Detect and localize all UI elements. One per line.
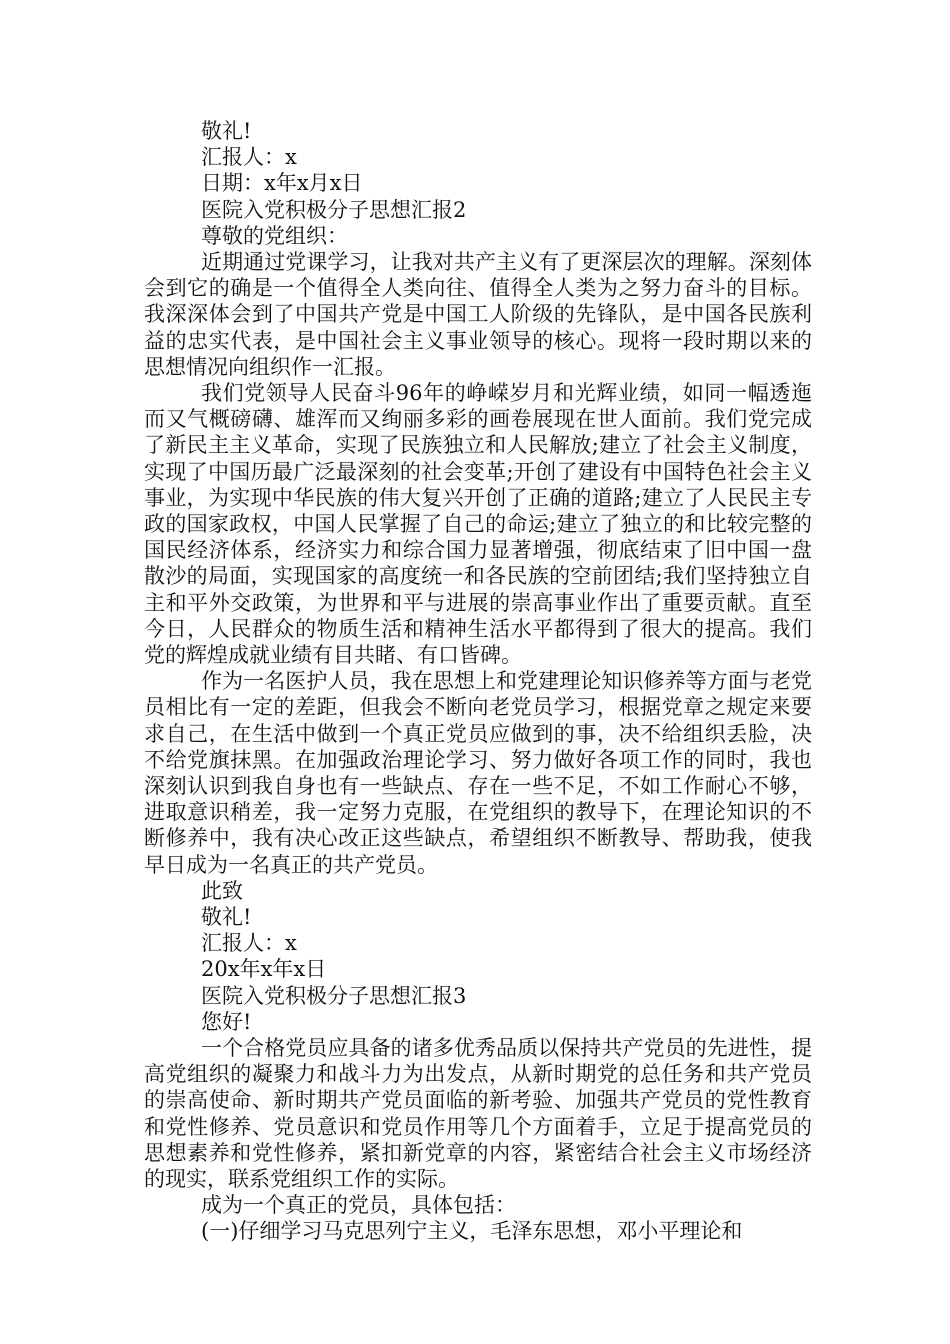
report-2-title: 医院入党积极分子思想汇报2	[201, 197, 467, 222]
report-3-title: 医院入党积极分子思想汇报3	[201, 983, 467, 1008]
report-2-paragraph: 作为一名医护人员，我在思想上和党建理论知识修养等方面与老党员相比有一定的差距，但我会不断向老党员学习，根据党章之规定来要求自己，在生活中做到一个真正党员应做到的事，决不给组织丢脸，决不给党旗抹黑。在加强政治理论学习、努力做好各项工作的同时，我也深刻认识到我自身也有一些缺点、存在一些不足，不如工作耐心不够，进取意识稍差，我一定努力克服，在党组织的教导下，在理论知识的不断修养中，我有决心改正这些缺点，希望组织不断教导、帮助我，使我早日成为一名真正的共产党员。	[144, 669, 812, 877]
closing-salute: 敬礼!	[201, 119, 252, 143]
report-2-date: 20x年x年x日	[201, 957, 327, 982]
date-line: 日期：x年x月x日	[201, 171, 363, 196]
report-2-salutation: 尊敬的党组织：	[201, 223, 348, 248]
report-2-paragraph: 近期通过党课学习，让我对共产主义有了更深层次的理解。深刻体会到它的确是一个值得全人类向往、值得全人类为之努力奋斗的目标。我深深体会到了中国共产党是中国工人阶级的先锋队，是中国各民族利益的忠实代表，是中国社会主义事业领导的核心。现将一段时期以来的思想情况向组织作一汇报。	[144, 249, 812, 379]
report-2-closing-2: 敬礼!	[201, 905, 252, 929]
report-3-paragraph: 成为一个真正的党员，具体包括：	[201, 1193, 516, 1218]
report-3-salutation: 您好!	[201, 1009, 252, 1034]
report-3-paragraph: (一)仔细学习马克思列宁主义，毛泽东思想，邓小平理论和	[201, 1219, 743, 1244]
reporter-line: 汇报人：x	[201, 145, 297, 170]
report-2-closing-1: 此致	[201, 878, 243, 903]
report-3-paragraph: 一个合格党员应具备的诸多优秀品质以保持共产党员的先进性，提高党组织的凝聚力和战斗力为出发点，从新时期党的总任务和共产党员的崇高使命、新时期共产党员面临的新考验、加强共产党员的党性教育和党性修养、党员意识和党员作用等几个方面着手，立足于提高党员的思想素养和党性修养，紧扣新党章的内容，紧密结合社会主义市场经济的现实，联系党组织工作的实际。	[144, 1035, 812, 1191]
document-body	[144, 118, 812, 1245]
report-2-paragraph: 我们党领导人民奋斗96年的峥嵘岁月和光辉业绩，如同一幅透迤而又气概磅礴、雄浑而又绚丽多彩的画卷展现在世人面前。我们党完成了新民主主义革命，实现了民族独立和人民解放;建立了社会主义制度，实现了中国历最广泛最深刻的社会变革;开创了建设有中国特色社会主义事业，为实现中华民族的伟大复兴开创了正确的道路;建立了人民民主专政的国家政权，中国人民掌握了自己的命运;建立了独立的和比较完整的国民经济体系，经济实力和综合国力显著增强，彻底结束了旧中国一盘散沙的局面，实现国家的高度统一和各民族的空前团结;我们坚持独立自主和平外交政策，为世界和平与进展的崇高事业作出了重要贡献。直至今日，人民群众的物质生活和精神生活水平都得到了很大的提高。我们党的辉煌成就业绩有目共睹、有口皆碑。	[144, 380, 812, 667]
report-2-reporter: 汇报人：x	[201, 931, 297, 956]
